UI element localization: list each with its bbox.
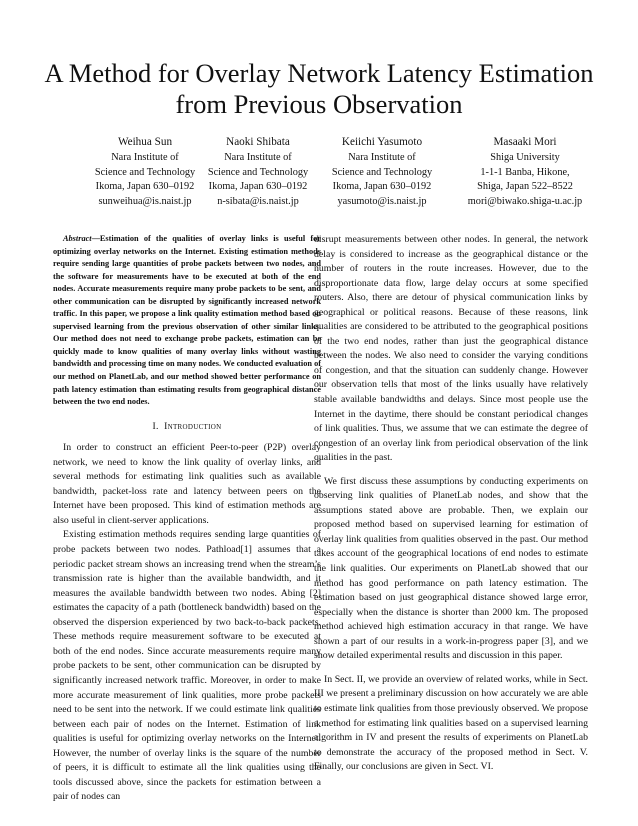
author-affiliation: Nara Institute of [348, 152, 416, 163]
author-block [188, 134, 328, 209]
author-block [452, 134, 598, 209]
author-email: sunweihua@is.naist.jp [98, 195, 192, 207]
author-affiliation: Shiga University [490, 152, 560, 163]
author-email: n-sibata@is.naist.jp [217, 195, 299, 207]
author-affiliation: Nara Institute of [224, 152, 292, 163]
paper-title: A Method for Overlay Network Latency Estimation from Previous Observation [44, 58, 594, 119]
author-block [312, 134, 452, 209]
author-name: Keiichi Yasumoto [341, 136, 423, 148]
author-address: Ikoma, Japan 630–0192 [332, 181, 432, 193]
author-address: Ikoma, Japan 630–0192 [208, 181, 308, 193]
body-paragraph: In order to construct an efficient Peer-to-peer (P2P) overlay network, we need to know the link quality of overlay links, and several methods for estimating link qualities such as available bandwidth, packet-loss rate and latency between peers on the Internet have been proposed. This kind of estimation methods are also useful in client-server applications. [53, 442, 321, 526]
body-paragraph: disrupt measurements between other nodes. In general, the network delay is considered to increase as the geographical distance or the number of routers in the route increases. However, due to the disproportionate data flow, large delay occurs at some specified routers. Also, there are detour of physical communication links by geographical or political reasons. Because of these reasons, link qualities are considered to be attributed to the geographical positions of the two end nodes, rather than just the geographical distance between the nodes. We also need to consider the varying conditions of congestion, and that the situation can suddenly change. However our observation tells that most of the links usually have relatively stable available bandwidths and delays. Since most people use the Internet in the daytime, there should be constant periodical changes of link qualities. Thus, we assume that we can estimate the degree of congestion of an overlay link from periodical observation of the link qualities in the past. [314, 234, 588, 464]
author-name: Masaaki Mori [493, 136, 557, 148]
author-address: Ikoma, Japan 630–0192 [95, 181, 195, 193]
author-affiliation: Nara Institute of [111, 152, 179, 163]
author-affiliation: Science and Technology [207, 166, 309, 178]
author-name: Naoki Shibata [226, 136, 290, 148]
left-column [53, 233, 321, 805]
abstract [53, 233, 321, 409]
author-affiliation: Science and Technology [331, 166, 433, 178]
author-name: Weihua Sun [117, 136, 173, 148]
right-column [314, 233, 588, 775]
body-paragraph: We first discuss these assumptions by conducting experiments on observing link qualities of PlanetLab nodes, and show that the assumptions stated above are probable. Then, we explain our proposed method based on supervised learning for estimation of overlay link qualities from qualities observed in the past. Our method takes account of the geographical locations of end nodes to estimate the link qualities. Our experiments on PlanetLab showed that our method has good performance on path latency estimation. The estimation based on just geographical distance showed large error, especially when the distance is shorter than 2000 km. The proposed method achieved high estimation accuracy in that range. We have shown a part of our results in a work-in-progress paper [3], and we show detailed experimental results and discussion in this paper. [314, 475, 588, 662]
abstract-label: Abstract [63, 234, 92, 243]
body-paragraph: Existing estimation methods requires sending large quantities of probe packets between two nodes. Pathload[1] assumes that a periodic packet stream shows an increasing trend when the stream’s transmission rate is higher than the available bandwidth, and it measures the available bandwidth between two nodes. Abing [2] estimates the capacity of a path (bottleneck bandwidth) based on the observed the dispersion experienced by two back-to-back packets. These methods require measurement software to be executed at both of the end nodes. Since accurate measurements require many probe packets to be sent, other communication can be disrupted by significantly increased network traffic. Moreover, in order to make more accurate measurement of link qualities, more probe packets need to be sent into the network. If we could estimate link qualities between each pair of nodes on the Internet. Estimation of link qualities is useful for optimizing overlay networks on the Internet. However, the number of overlay links is the square of the number of peers, it is difficult to estimate all the link qualities using the tools discussed above, since the packets for estimation between a pair of nodes can [53, 529, 321, 803]
section-heading [53, 420, 321, 435]
body-paragraph: In Sect. II, we provide an overview of related works, while in Sect. III we present a preliminary discussion on how accurately we are able to estimate link qualities from those previously observed. We propose a method for estimating link qualities based on a supervised learning algorithm in IV and present the results of experiments on PlanetLab to demonstrate the accuracy of the proposed method in Sect. V. Finally, our conclusions are given in Sect. VI. [314, 673, 588, 773]
author-email: yasumoto@is.naist.jp [337, 195, 427, 207]
author-email: mori@biwako.shiga-u.ac.jp [467, 195, 583, 207]
author-affiliation: 1-1-1 Banba, Hikone, [480, 166, 570, 178]
author-address: Shiga, Japan 522–8522 [477, 181, 573, 193]
author-affiliation: Science and Technology [94, 166, 196, 178]
abstract-text: —Estimation of the qualities of overlay links is useful for optimizing overlay networks on the Internet. Existing estimation methods require sending large quantities of probe packets between two nodes, and the software for measurements have to be executed at both of the end nodes. Accurate measurements require many probe packets to be sent, and other communication can be disrupted by significantly increased network traffic. In this paper, we propose a link quality estimation method based on supervised learning from the previous observation of other similar links. Our method does not need to exchange probe packets, estimation can be quickly made to know qualities of many overlay links without wasting bandwidth and processing time on many nodes. We conducted evaluation of our method on PlanetLab, and our method showed better performance on path latency estimation than estimating results from geographical distance between the two end nodes. [53, 234, 321, 407]
section-title: Introduction [164, 420, 222, 432]
section-number: I. [152, 420, 159, 432]
